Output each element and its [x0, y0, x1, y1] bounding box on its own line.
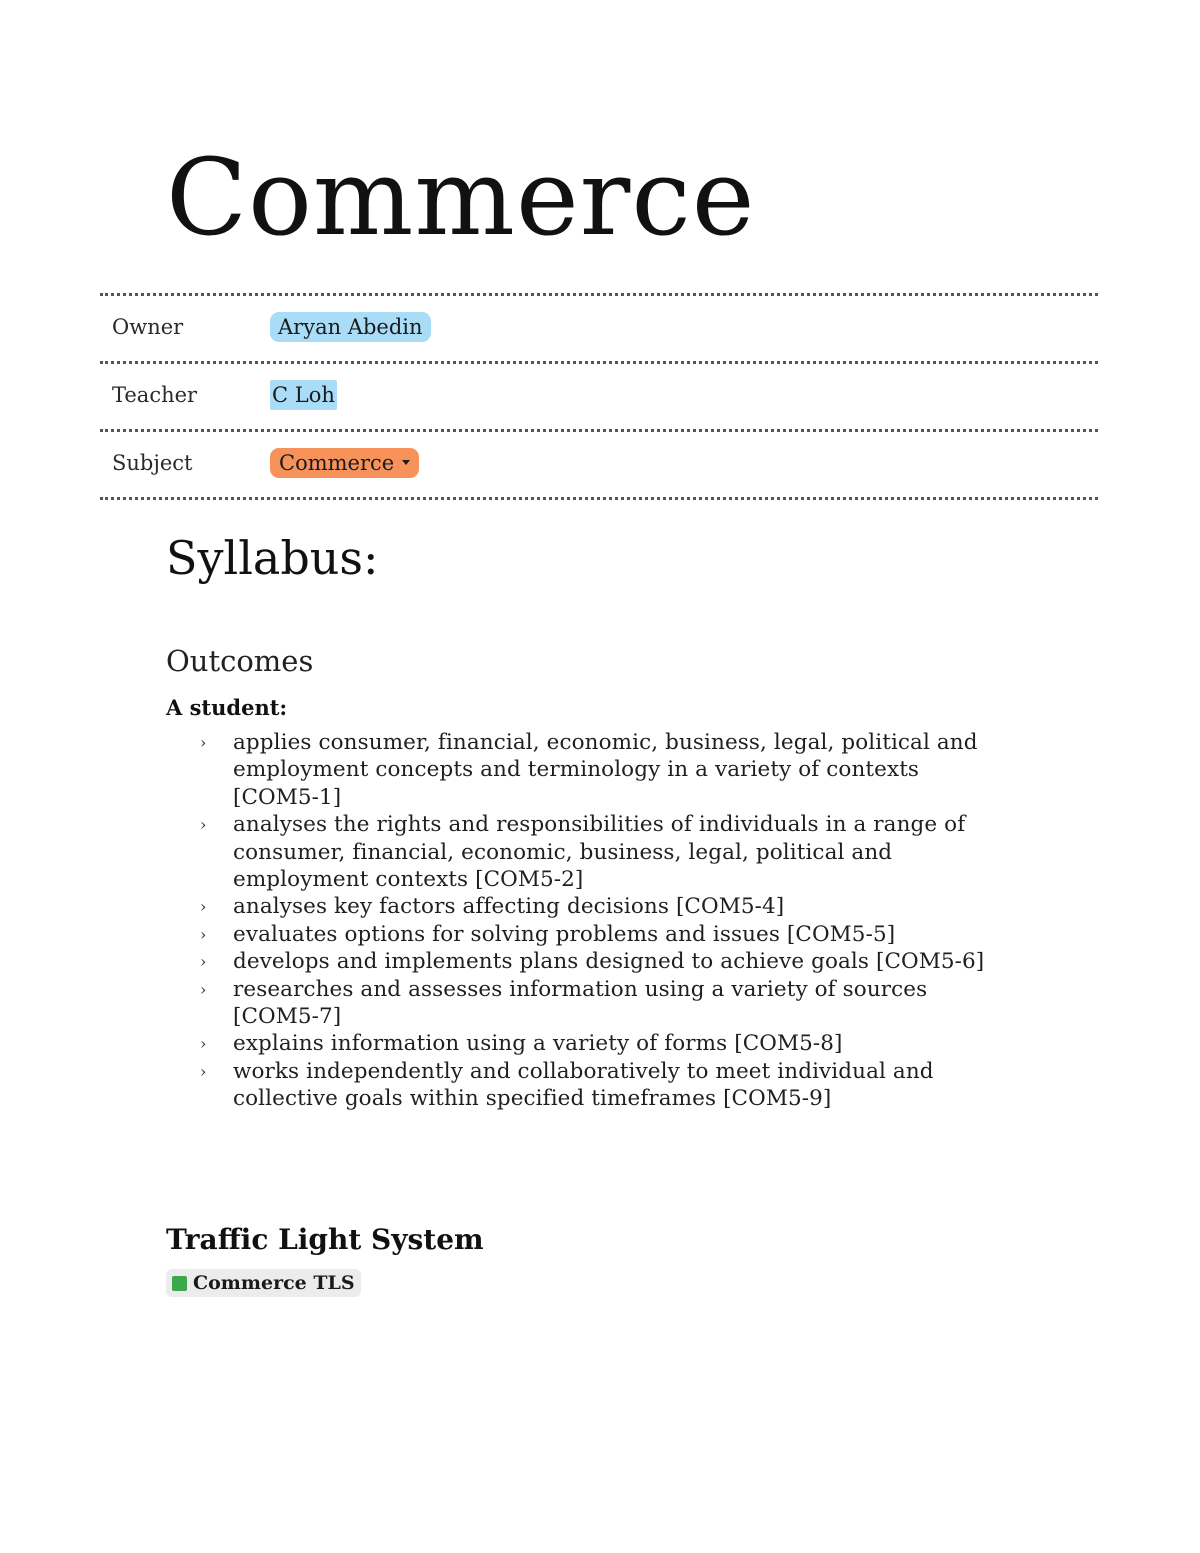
green-square-icon	[172, 1276, 187, 1291]
property-teacher	[100, 364, 1098, 432]
tls-link-label[interactable]: Commerce TLS	[193, 1272, 355, 1294]
list-item	[200, 729, 1020, 811]
bullet-icon: ›	[200, 1034, 207, 1054]
list-item	[200, 1058, 1020, 1113]
list-item-line: [COM5-1]	[233, 784, 342, 810]
bullet-icon: ›	[200, 979, 207, 999]
bullet-icon: ›	[200, 897, 207, 917]
list-item	[200, 948, 1020, 975]
list-item-line: [COM5-7]	[233, 1004, 342, 1030]
list-item	[200, 921, 1020, 948]
list-item-line: consumer, financial, economic, business, legal, political and	[233, 839, 893, 865]
bullet-icon: ›	[200, 1061, 207, 1081]
tls-page-link[interactable]	[166, 1269, 361, 1297]
outcomes-list	[200, 729, 1020, 1113]
property-owner	[100, 296, 1098, 364]
list-item	[200, 893, 1020, 920]
list-item-line: works independently and collaboratively to meet individual and	[233, 1058, 934, 1084]
tls-heading: Traffic Light System	[166, 1223, 484, 1256]
property-subject	[100, 432, 1098, 500]
syllabus-heading: Syllabus:	[166, 531, 379, 585]
bullet-icon: ›	[200, 733, 207, 752]
list-item-line: develops and implements plans designed to achieve goals [COM5-6]	[233, 949, 985, 975]
teacher-chip[interactable]: C Loh	[270, 380, 337, 410]
bullet-icon: ›	[200, 815, 207, 835]
bullet-icon: ›	[200, 924, 207, 944]
page-title: Commerce	[166, 136, 756, 259]
properties-table	[100, 293, 1098, 500]
outcomes-lead: A student:	[166, 695, 288, 720]
list-item-line: employment concepts and terminology in a variety of contexts	[233, 757, 920, 783]
list-item-line: researches and assesses information using a variety of sources	[233, 976, 928, 1002]
list-item-line: employment contexts [COM5-2]	[233, 867, 584, 893]
list-item	[200, 811, 1020, 893]
teacher-value[interactable]	[270, 380, 337, 412]
list-item-line: analyses the rights and responsibilities of individuals in a range of	[233, 812, 966, 838]
property-label-teacher: Teacher	[112, 383, 198, 407]
list-item-line: evaluates options for solving problems and issues [COM5-5]	[233, 921, 896, 947]
property-label-owner: Owner	[112, 315, 184, 339]
bullet-icon: ›	[200, 952, 207, 972]
owner-person-chip[interactable]: Aryan Abedin	[270, 312, 431, 342]
list-item	[200, 976, 1020, 1031]
outcomes-heading: Outcomes	[166, 644, 314, 678]
list-item-line: collective goals within specified timeframes [COM5-9]	[233, 1086, 832, 1112]
subject-select-label: Commerce	[279, 451, 395, 475]
subject-select[interactable]	[270, 448, 419, 478]
chevron-down-icon	[402, 460, 410, 465]
list-item-line: analyses key factors affecting decisions [COM5-4]	[233, 894, 785, 920]
list-item-line: explains information using a variety of forms [COM5-8]	[233, 1031, 843, 1057]
list-item-line: applies consumer, financial, economic, business, legal, political and	[233, 730, 978, 755]
property-label-subject: Subject	[112, 451, 193, 475]
subject-value[interactable]	[270, 448, 419, 480]
owner-value[interactable]	[270, 312, 431, 344]
list-item	[200, 1030, 1020, 1057]
